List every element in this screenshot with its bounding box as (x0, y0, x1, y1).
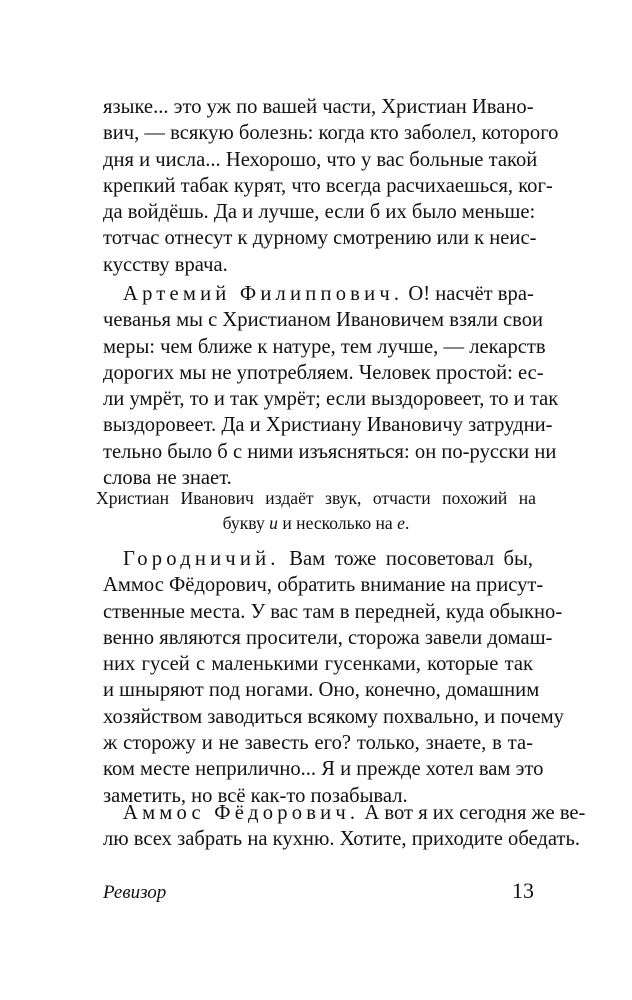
paragraph-line: дня и числа... Нехорошо, что у вас больные такой (103, 148, 538, 171)
paragraph-line: чеванья мы с Христианом Ивановичем взяли свои (103, 309, 544, 332)
speaker-name: Городничий. (123, 548, 280, 570)
paragraph-line: хозяйством заводиться всякому похвально, и почему (103, 705, 564, 728)
paragraph-3 (103, 546, 564, 809)
stage-text: букву (222, 513, 270, 533)
paragraph-line: ственные места. У вас там в передней, куда обыкно- (103, 600, 563, 623)
stage-direction (96, 486, 536, 536)
speech-text: Вам тоже посоветовал бы, (279, 548, 533, 570)
paragraph-line: языке... это уж по вашей части, Христиан Ивано- (103, 96, 534, 118)
paragraph-line: выздоровеет. Да и Христиану Ивановичу затрудни- (103, 414, 553, 437)
stage-direction-line: Христиан Иванович издаёт звук, отчасти похожий на (96, 488, 536, 508)
paragraph-first-line (103, 800, 586, 826)
paragraph-line: дорогих мы не употребляем. Человек простой: ес- (103, 361, 544, 384)
paragraph-line: слова не знает. (103, 467, 232, 490)
stage-direction-line (96, 511, 536, 536)
paragraph-line: да войдёшь. Да и лучше, если б их было меньше: (103, 201, 536, 224)
paragraph-line: крепкий табак курят, что всегда расчихаешься, ког- (103, 174, 553, 197)
paragraph-line: них гусей с маленькими гусенками, которые так (103, 653, 533, 676)
letter-e: е (397, 513, 405, 533)
paragraph-line: ком месте неприлично... Я и прежде хотел вам это (103, 758, 544, 781)
speaker-name: Аммос Фёдорович. (123, 802, 360, 824)
paragraph-line: вич, — всякую болезнь: когда кто заболел, которого (103, 122, 559, 145)
paragraph-line: лю всех забрать на кухню. Хотите, приходите обедать. (103, 828, 581, 851)
paragraph-line: заметить, но всё как-то позабывал. (103, 784, 408, 807)
paragraph-line: тельно было б с ними изъясняться: он по-русски ни (103, 440, 557, 463)
running-footer-title: Ревизор (103, 882, 167, 903)
stage-text: . (404, 513, 410, 533)
paragraph-first-line (103, 281, 533, 307)
paragraph-2 (103, 281, 559, 491)
paragraph-line: и шныряют под ногами. Оно, конечно, домашним (103, 679, 540, 702)
speaker-name: Артемий Филиппович. (123, 283, 404, 305)
paragraph-1 (103, 94, 559, 278)
paragraph-line: венно являются просители, сторожа завели домаш- (103, 626, 553, 649)
paragraph-4 (103, 800, 586, 853)
paragraph-line: Аммос Фёдорович, обратить внимание на присут- (103, 574, 544, 597)
paragraph-first-line (103, 546, 533, 572)
paragraph-line: кусству врача. (103, 253, 228, 276)
paragraph-line: ли умрёт, то и так умрёт; если выздоровеет, то и так (103, 388, 559, 411)
paragraph-line: ж сторожу и не завесть его? только, знаете, в та- (103, 732, 533, 755)
speech-text: А вот я их сегодня же ве- (359, 802, 586, 824)
letter-i: и (269, 513, 278, 533)
stage-text: и несколько на (277, 513, 398, 533)
paragraph-line: меры: чем ближе к натуре, тем лучше, — лекарств (103, 335, 546, 358)
speech-text: О! насчёт вра- (403, 283, 534, 305)
paragraph-line: тотчас отнесут к дурному смотрению или к неис- (103, 227, 537, 250)
page-number: 13 (512, 878, 534, 903)
